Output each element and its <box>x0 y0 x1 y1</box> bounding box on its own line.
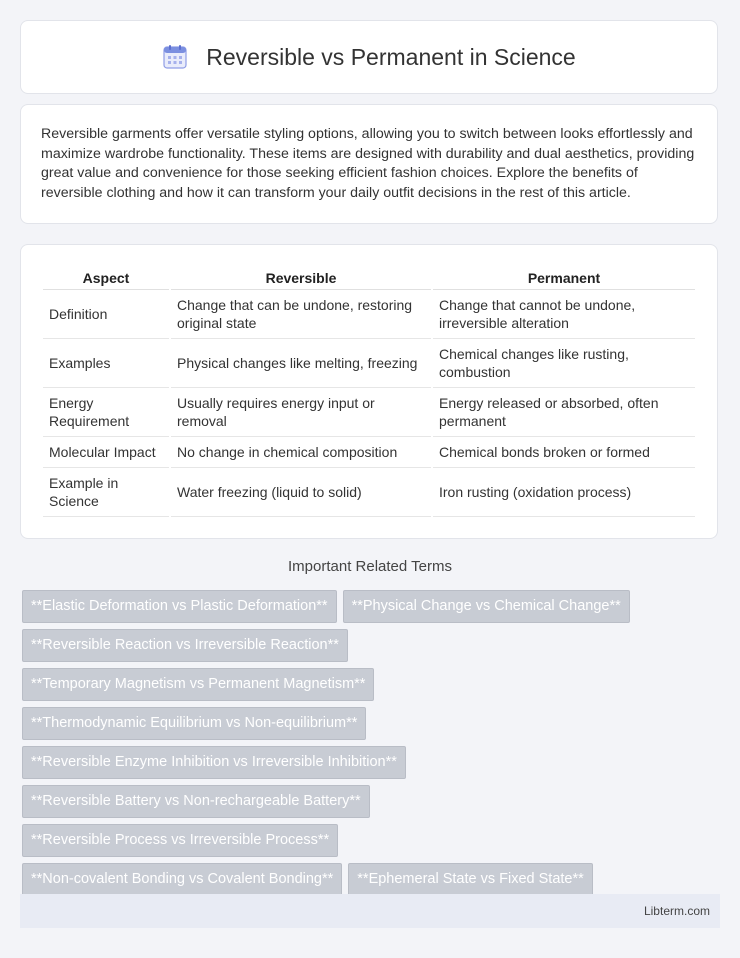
column-header-aspect: Aspect <box>43 265 169 290</box>
table-cell: Usually requires energy input or removal <box>171 388 431 437</box>
table-cell: Definition <box>43 290 169 339</box>
table-row <box>43 339 695 388</box>
table-cell: No change in chemical composition <box>171 437 431 468</box>
term-tag[interactable]: **Non-covalent Bonding vs Covalent Bonding** <box>22 863 342 896</box>
table-cell: Molecular Impact <box>43 437 169 468</box>
table-cell: Physical changes like melting, freezing <box>171 339 431 388</box>
header <box>162 44 575 71</box>
table-row <box>43 468 695 517</box>
calendar-icon <box>162 44 188 70</box>
term-tag[interactable]: **Elastic Deformation vs Plastic Deformation** <box>22 590 337 623</box>
table-row <box>43 290 695 339</box>
term-tag[interactable]: **Ephemeral State vs Fixed State** <box>348 863 592 896</box>
related-terms-title: Important Related Terms <box>288 558 452 575</box>
page-title: Reversible vs Permanent in Science <box>206 43 576 70</box>
table-cell: Chemical changes like rusting, combustion <box>433 339 695 388</box>
term-tag[interactable]: **Thermodynamic Equilibrium vs Non-equilibrium** <box>22 707 366 740</box>
comparison-table <box>41 265 697 517</box>
term-tag[interactable]: **Reversible Process vs Irreversible Process** <box>22 824 338 857</box>
term-tag[interactable]: **Reversible Battery vs Non-rechargeable Battery** <box>22 785 370 818</box>
comparison-table-card <box>20 244 718 539</box>
table-row <box>43 437 695 468</box>
table-cell: Examples <box>43 339 169 388</box>
table-header-row <box>43 265 695 290</box>
header-card <box>20 20 718 94</box>
intro-paragraph: Reversible garments offer versatile styling options, allowing you to switch between looks effortlessly and maximize wardrobe functionality. These items are designed with durability and dual aesthetics, providing great value and convenience for those seeking efficient fashion choices. Explore the benefits of reversible clothing and how it can transform your daily outfit decisions in the rest of this article. <box>41 126 695 201</box>
table-cell: Energy Requirement <box>43 388 169 437</box>
column-header-permanent: Permanent <box>433 265 695 290</box>
column-header-reversible: Reversible <box>171 265 431 290</box>
footer <box>20 894 720 928</box>
table-cell: Iron rusting (oxidation process) <box>433 468 695 517</box>
term-tag[interactable]: **Reversible Enzyme Inhibition vs Irreversible Inhibition** <box>22 746 406 779</box>
table-cell: Chemical bonds broken or formed <box>433 437 695 468</box>
term-tag[interactable]: **Physical Change vs Chemical Change** <box>343 590 630 623</box>
table-cell: Example in Science <box>43 468 169 517</box>
table-cell: Change that cannot be undone, irreversible alteration <box>433 290 695 339</box>
table-cell: Energy released or absorbed, often permanent <box>433 388 695 437</box>
footer-site-link[interactable]: Libterm.com <box>643 904 710 918</box>
term-tag[interactable]: **Reversible Reaction vs Irreversible Reaction** <box>22 629 348 662</box>
intro-card <box>20 104 718 224</box>
table-cell: Change that can be undone, restoring original state <box>171 290 431 339</box>
term-tag[interactable]: **Temporary Magnetism vs Permanent Magnetism** <box>22 668 374 701</box>
related-terms-list <box>22 590 722 902</box>
table-row <box>43 388 695 437</box>
table-cell: Water freezing (liquid to solid) <box>171 468 431 517</box>
